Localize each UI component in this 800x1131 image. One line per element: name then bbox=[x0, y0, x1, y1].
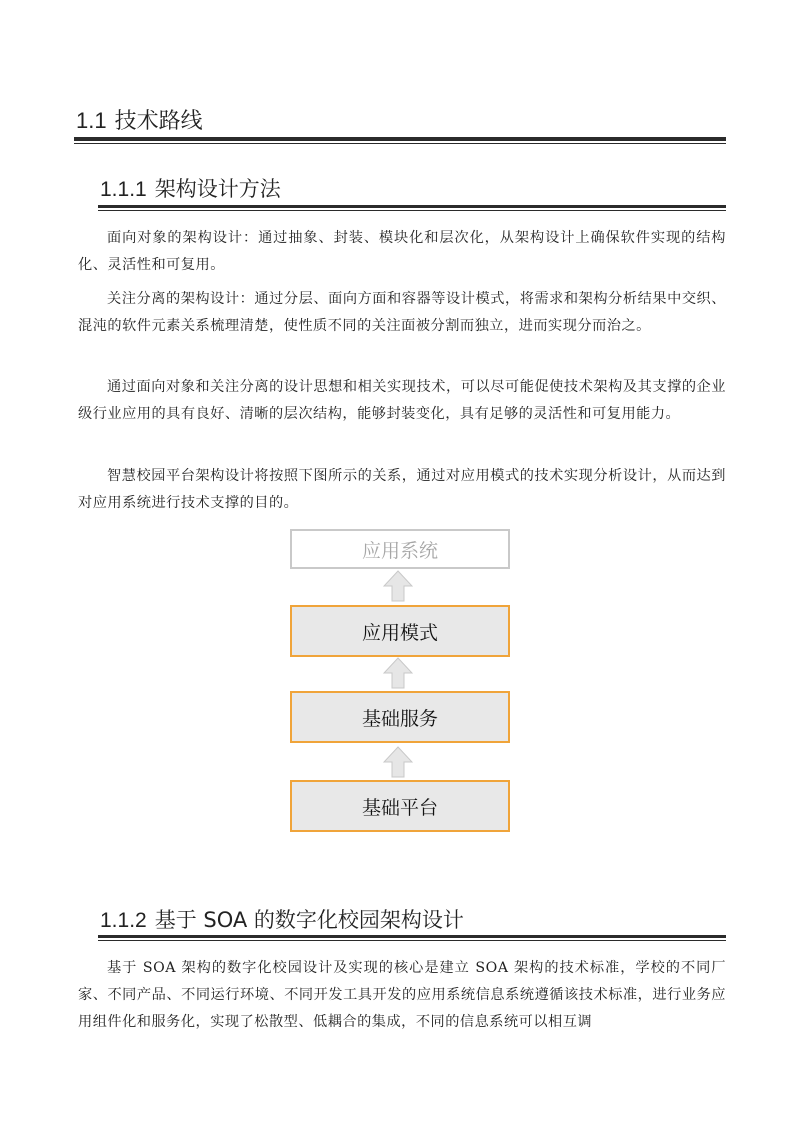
subsection-heading-1 bbox=[100, 173, 720, 203]
subsection-number: 1.1.2 bbox=[100, 909, 147, 932]
subsection-number: 1.1.1 bbox=[100, 178, 147, 201]
subsection-rule-thin bbox=[98, 940, 726, 941]
up-arrow-icon bbox=[383, 570, 413, 602]
diagram-box-app-system: 应用系统 bbox=[290, 529, 510, 569]
subsection-rule bbox=[98, 935, 726, 938]
up-arrow-icon bbox=[383, 657, 413, 689]
subsection-rule-thin bbox=[98, 210, 726, 211]
paragraph: 智慧校园平台架构设计将按照下图所示的关系，通过对应用模式的技术实现分析设计，从而达到对应用系统进行技术支撑的目的。 bbox=[78, 468, 726, 511]
up-arrow-icon bbox=[383, 746, 413, 778]
subsection-rule bbox=[98, 205, 726, 208]
diagram-box-app-mode: 应用模式 bbox=[290, 605, 510, 657]
section-rule bbox=[74, 137, 726, 141]
paragraph: 通过面向对象和关注分离的设计思想和相关实现技术，可以尽可能促使技术架构及其支撑的企业级行业应用的具有良好、清晰的层次结构，能够封装变化，具有足够的灵活性和可复用能力。 bbox=[78, 379, 726, 422]
section-number: 1.1 bbox=[76, 108, 107, 133]
paragraph: 面向对象的架构设计：通过抽象、封装、模块化和层次化，从架构设计上确保软件实现的结构化、灵活性和可复用。 bbox=[78, 230, 726, 273]
diagram-box-basic-platform: 基础平台 bbox=[290, 780, 510, 832]
subsection-title: 架构设计方法 bbox=[154, 177, 281, 201]
section-heading bbox=[76, 104, 726, 135]
diagram-box-basic-service: 基础服务 bbox=[290, 691, 510, 743]
paragraph: 基于 SOA 架构的数字化校园设计及实现的核心是建立 SOA 架构的技术标准，学校的不同厂家、不同产品、不同运行环境、不同开发工具开发的应用系统信息系统遵循该技术标准，进行业务应用组件化和服务化，实现了松散型、低耦合的集成，不同的信息系统可以相互调 bbox=[78, 960, 726, 1030]
section-rule-thin bbox=[74, 143, 726, 144]
paragraph: 关注分离的架构设计：通过分层、面向方面和容器等设计模式，将需求和架构分析结果中交织、混沌的软件元素关系梳理清楚，使性质不同的关注面被分割而独立，进而实现分而治之。 bbox=[78, 291, 726, 334]
section-title: 技术路线 bbox=[114, 109, 203, 134]
subsection-title: 基于 SOA 的数字化校园架构设计 bbox=[154, 908, 464, 932]
subsection-heading-2 bbox=[100, 904, 720, 934]
